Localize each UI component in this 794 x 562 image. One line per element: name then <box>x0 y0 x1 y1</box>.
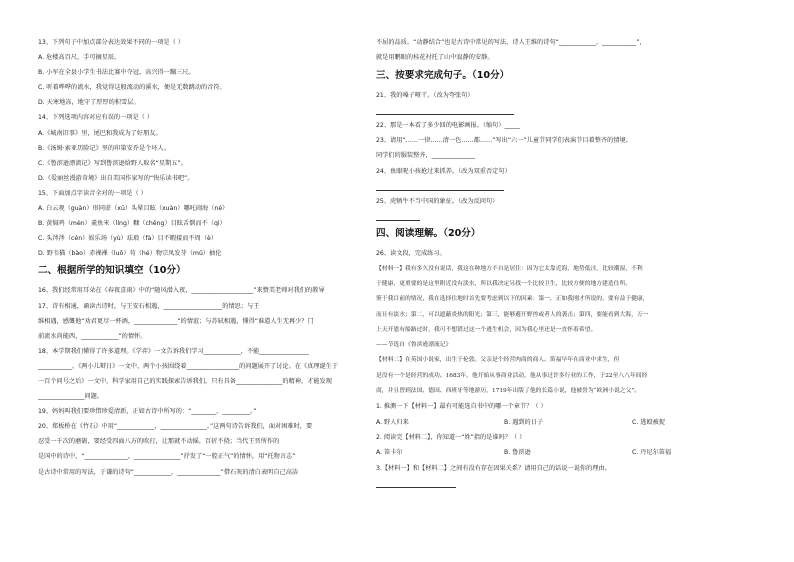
q18-line-1: 18、本学期我们懂得了许多道理。《学弈》一文告诉我们学习____________，不能________________ <box>38 347 309 355</box>
section-2-heading: 二、根据所学的知识填空（10分） <box>38 265 186 277</box>
q24: 24、鱼眼呢小孩抢过来抓养。（改为双重否定句） <box>376 167 511 175</box>
q14-stem: 14、下列选项内容对应有误的一项是（ ） <box>38 114 154 122</box>
q18-line-3: 一百个问号之后》一文中，科学家用自己的实践探索告诉我们，只有具备_______________的精神，才能发现 <box>38 377 332 385</box>
q20-line-2: 忍受一千次的磨砺，要经受四面八方的吹打，让那就不动摇，百折不挠；当代王晋所作的 <box>38 438 280 446</box>
left-column <box>38 38 360 483</box>
q24-answer-line[interactable] <box>376 182 760 191</box>
q17-line-2: 维相遇，感慨他“劝君更尽一杯酒，______________”的情谊；与苏轼相遇，懂得“谁道人生无再少？门 <box>38 317 314 325</box>
q18-line-4: _______________问题。 <box>38 393 103 401</box>
q15-option-d: D. 野韦猫（bào）赤裸裸（luǒ）苟（hé）物宗凤发芽（mǔ）抽伦 <box>38 250 222 258</box>
p1-stem: 1. 推测一下【材料一】最有可能选自书中的哪一个章节？（ ） <box>376 403 547 411</box>
material-1-line-1: 【材料一】我有多久没有说话，我这在种地方不自是居住：因为它太靠近海，地势低洼，比较潮湿，不利 <box>376 265 643 272</box>
q22: 22、那是一本看了多少回的电影画报。（缩句）_____ <box>376 121 520 129</box>
q23-line-2: 同学们的服装整齐，______________ <box>376 152 475 160</box>
q13-stem: 13、下列句子中加点部分表达效果不同的一项是（ ） <box>38 39 184 46</box>
q14-option-b: B.《汤姆·索亚历险记》里的印第安乔是个坏人。 <box>38 144 170 152</box>
q23-line-1: 23、请用“……一律……清一色……都……”写出“六一”儿童节同学们表演节目着整齐的情境。 <box>376 137 632 145</box>
q20-line-3: 是国中的诗中，“______________，_______________”抒发了“一腔正气”的情怀，用“托物言志” <box>38 453 296 461</box>
q15-option-b: B. 黄焖鸡（mèn）羹鱼米（líng）糠（chēng）目眩舌倒而不（qì） <box>38 220 226 228</box>
q14-option-c: C.《鲁滨逊漂流记》写到鲁滨逊给野人取名“星期五”。 <box>38 159 187 167</box>
p1-option-c[interactable]: C. 逃殴被捉 <box>632 418 666 426</box>
section-3-heading: 三、按要求完成句子。（10分） <box>376 69 510 81</box>
q25-answer-line[interactable] <box>376 212 760 221</box>
q14-option-d: D.《爱丽丝漫游奇境》出自美国作家写的“快乐读书吧”。 <box>38 174 194 182</box>
material-1-line-2: 于健康，更重要的是这里附近没有淡水，所以我决定另找一个比较卫生，比较方便的地方建造住所。 <box>376 280 632 287</box>
right-column <box>376 38 760 494</box>
material-1-line-5: 上天开恩有船路过时，我可不想错过这一个逃生机会，因为我心里还是一直怀着希望。 <box>376 326 597 333</box>
material-1-source: ——节选自《鲁滨逊漂流记》 <box>376 342 452 349</box>
q13-option-a: A. 危楼高百尺，手可摘星辰。 <box>38 54 121 62</box>
p2-options <box>376 448 760 457</box>
q16: 16、我们经常用耳朵在《春夜喜雨》中的“随风潜入夜，____________________”来赞美老师对我们的教导 <box>38 287 325 295</box>
q19: 19、妈妈叫我们要珍惜珍爱清新，正如古诗中所写的：“________，_________。” <box>38 408 257 416</box>
q15-stem: 15、下面加点字读音全对的一项是（ ） <box>38 189 147 197</box>
p1-options <box>376 418 760 427</box>
q13-option-d: D. 天寒地冻，地守了厚厚的积雪层。 <box>38 99 140 107</box>
material-1-line-3: 鉴于我目前的情况，我在选择住地时首先要考虑到以下的因素：第一，正如我刚才所说的，要有益于健康， <box>376 296 649 303</box>
q17-line-3: 前流水尚能西，____________”的情怀。 <box>38 332 147 340</box>
material-2-line-1: 【材料二】在英国小说家，出生于伦敦。父亲是个经营肉商的商人。笛福早年在商业中求生，但 <box>376 357 620 364</box>
q13-option-b: B. 小军在全县小学生书法比赛中夺冠，高兴得一蹦三尺。 <box>38 69 195 77</box>
q17-line-1: 17、诗有相通，诵读古诗时，与王安石相遇，___________________的情思；与王 <box>38 302 260 310</box>
p2-option-b[interactable]: B. 鲁滨逊 <box>504 449 531 457</box>
p2-stem: 2. 阅读完【材料二】，你知道一“姓”指的是谁吗？（ ） <box>376 433 526 441</box>
q26: 26、读文段，完成练习。 <box>376 250 446 258</box>
material-1-line-4: 而且有淡水；第二，可以遮蔽炎热的阳光；第三，能够避开野兽或者人的袭击；第四，要能看到大海，万一 <box>376 311 649 318</box>
material-2-line-2: 是没有一个是经营的成功。1683年，他开始从事商业活动，他从事过许多行业的工作，于22至八八年间经 <box>376 372 648 379</box>
p1-option-a[interactable]: A. 野人归来 <box>376 418 409 426</box>
section-4-heading: 四、阅读理解。（20分） <box>376 228 481 240</box>
q21: 21、我的嗓子哑干。（改为夸张句） <box>376 91 474 99</box>
q18-line-2: ___________。《两小儿辩日》一文中，两个小孩围绕着_________________的问题展开了讨论。在《真理诞生于 <box>38 362 339 370</box>
q15-option-a: A. 白云观（guàn）形同虚（xū）头晕目眩（xuàn）哪吒闹海（né） <box>38 205 229 213</box>
p3-stem: 3.【材料一】和【材料二】之间有没有存在因果关系？请用自己的话说一说你的理由。 <box>376 464 611 472</box>
q20-continued-1: 不屈的品质。“动静结合”也是古诗中常见的写法，诗人王维的诗句“____________，___________”， <box>376 39 646 46</box>
p1-option-b[interactable]: B. 遇到的日子 <box>504 418 544 426</box>
q21-answer-line[interactable] <box>376 106 760 115</box>
q25: 25、虎牺牛不当中国的象征。（改为反问句） <box>376 198 499 206</box>
q14-option-a: A.《城南旧事》里，尾巴和我成为了好朋友。 <box>38 129 162 137</box>
q15-option-c: C. 头涔涔（cén）娱乐场（yù）珐琅（fà）目不暇接而不周（è） <box>38 235 218 243</box>
p2-option-a[interactable]: A. 笛卡尔 <box>376 449 403 457</box>
q13-option-c: C. 听着哗哗的流水，我觉得这般流动的溪水，便是无数跳动的音符。 <box>38 84 226 92</box>
q20-line-1: 20、郑板桥在《竹石》中用“____________，_______________。”这两句诗告诉我们，面对困难时，要 <box>38 423 313 431</box>
p3-answer-line[interactable] <box>376 479 760 488</box>
q20-line-4: 是古诗中常用的写法，于谦的诗句“____________，______________”借石灰的清白表明自己高洁 <box>38 468 299 476</box>
q20-continued-2: 就是用鹏眼的桂花衬托了山中寂静的安静。 <box>376 54 494 62</box>
material-2-line-3: 商，并且曾到法国、德国、西班牙等地游历，1719年出版了他的长篇小说，他被誉为“欧洲小说之父”。 <box>376 388 641 395</box>
p2-option-c[interactable]: C. 丹尼尔笛福 <box>632 449 672 457</box>
